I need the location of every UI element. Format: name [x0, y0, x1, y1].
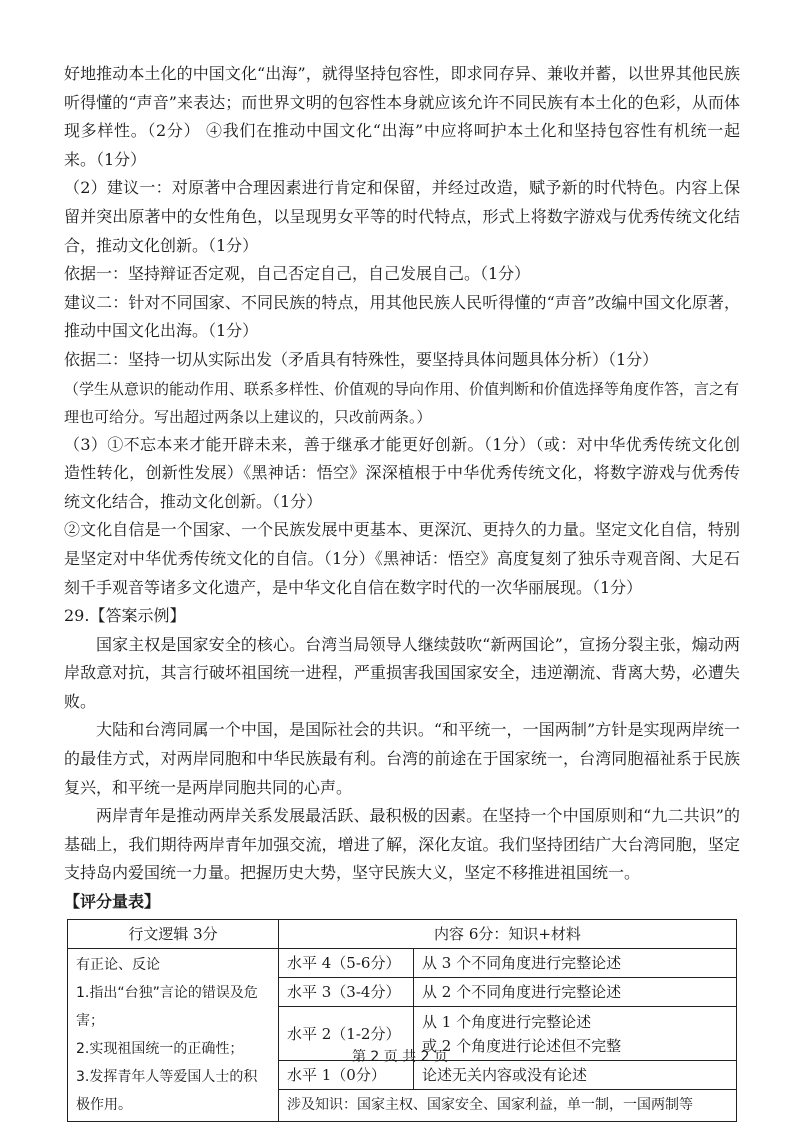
- logic-line: 1.指出“台独”言论的错误及危害；: [76, 984, 258, 1029]
- logic-line: 2.实现祖国统一的正确性；: [76, 1040, 244, 1057]
- rubric-level-desc-line: 或 2 个角度进行论述但不完整: [422, 1036, 622, 1055]
- paragraph-basis-two: 依据二：坚持一切从实际出发（矛盾具有特殊性，要坚持具体问题具体分析）（1分）: [64, 349, 659, 369]
- rubric-level-desc: 从 3 个不同角度进行完整论述: [414, 948, 737, 977]
- rubric-level-label: 水平 1（0分）: [279, 1060, 414, 1089]
- q29-paragraph-sovereignty: 国家主权是国家安全的核心。台湾当局领导人继续鼓吹“新两国论”，宣扬分裂主张，煽动两岸敌意对抗，其言行破坏祖国统一进程，严重损害我国国家安全，违逆潮流、背离大势，必遭失败。: [64, 634, 740, 711]
- rubric-topics: 涉及知识：国家主权、国家安全、国家利益，单一制，一国两制等: [279, 1090, 737, 1121]
- rubric-header-row: [68, 919, 737, 948]
- page-footer: 第 2 页 共 2 页: [351, 1049, 449, 1065]
- logic-line: 3.发挥青年人等爱国人士的积极作用。: [76, 1068, 258, 1113]
- paragraph-suggestion-two: 建议二：针对不同国家、不同民族的特点，用其他民族人民听得懂的“声音”改编中国文化原著，推动中国文化出海。（1分）: [64, 292, 740, 341]
- paragraph-inclusiveness: 好地推动本土化的中国文化“出海”，就得坚持包容性，即求同存异、兼收并蓄，以世界其他民族听得懂的“声音”来表达；而世界文明的包容性本身就应该允许不同民族有本土化的色彩，从而体现多样性。（2分） ④我们在推动中国文化“出海”中应将呵护本土化和坚持包容性有机统一起来。（1分）: [64, 64, 740, 169]
- rubric-level-desc: 从 2 个不同角度进行完整论述: [414, 977, 737, 1006]
- logic-line: 有正论、反论: [76, 956, 160, 973]
- rubric-header-content: 内容 6分：知识+材料: [279, 919, 737, 948]
- paragraph-suggestion-one: （2）建议一：对原著中合理因素进行肯定和保留，并经过改造，赋予新的时代特色。内容上保留并突出原著中的女性角色，以呈现男女平等的时代特点，形式上将数字游戏与优秀传统文化结合，推动文化创新。（1分）: [64, 178, 740, 255]
- q29-paragraph-youth: 两岸青年是推动两岸关系发展最活跃、最积极的因素。在坚持一个中国原则和“九二共识”的基础上，我们期待两岸青年加强交流，增进了解，深化友谊。我们坚持团结广大台湾同胞，坚定支持岛内爱国统一力量。把握历史大势，坚守民族大义，坚定不移推进祖国统一。: [64, 806, 740, 883]
- answer-page: [64, 60, 740, 1122]
- rubric-level-desc: 论述无关内容或没有论述: [414, 1060, 737, 1089]
- rubric-level-label: 水平 2（1-2分）: [279, 1007, 414, 1061]
- rubric-level-row: [68, 948, 737, 977]
- paragraph-q3-point-one: （3）①不忘本来才能开辟未来，善于继承才能更好创新。（1分）（或：对中华优秀传统文化创造性转化，创新性发展）《黑神话：悟空》深深植根于中华优秀传统文化，将数字游戏与优秀传统文化结合，推动文化创新。（1分）: [64, 434, 740, 511]
- rubric-title: 【评分量表】: [64, 892, 161, 912]
- q29-heading: 29.【答案示例】: [64, 606, 186, 626]
- rubric-level-desc-line: 从 1 个角度进行完整论述: [422, 1012, 592, 1031]
- rubric-table: [67, 919, 737, 1122]
- q29-paragraph-one-china: 大陆和台湾同属一个中国，是国际社会的共识。“和平统一，一国两制”方针是实现两岸统一的最佳方式，对两岸同胞和中华民族最有利。台湾的前途在于国家统一，台湾同胞福祉系于民族复兴，和平统一是两岸同胞共同的心声。: [64, 720, 740, 797]
- paragraph-basis-one: 依据一：坚持辩证否定观，自己否定自己，自己发展自己。（1分）: [64, 264, 531, 284]
- grading-note: （学生从意识的能动作用、联系多样性、价值观的导向作用、价值判断和价值选择等角度作答，言之有理也可给分。写出超过两条以上建议的，只改前两条。）: [64, 379, 740, 426]
- rubric-header-logic: 行文逻辑 3分: [68, 919, 279, 948]
- rubric-logic-cell: [68, 948, 279, 1121]
- paragraph-q3-point-two: ②文化自信是一个国家、一个民族发展中更基本、更深沉、更持久的力量。坚定文化自信，特别是坚定对中华优秀传统文化的自信。（1分）《黑神话：悟空》高度复刻了独乐寺观音阁、大足石刻千手观音等诸多文化遗产，是中华文化自信在数字时代的一次华丽展现。（1分）: [64, 520, 740, 597]
- rubric-level-label: 水平 4（5-6分）: [279, 948, 414, 977]
- rubric-level-label: 水平 3（3-4分）: [279, 977, 414, 1006]
